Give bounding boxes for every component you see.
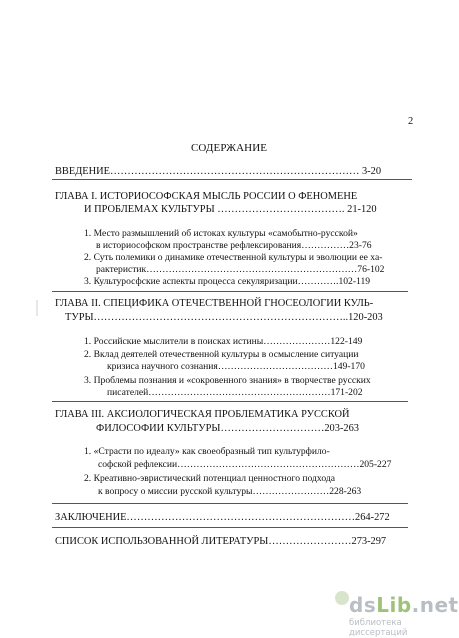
chapter-2-item-3-line-2[interactable]: писателей…………………………………………………171-202 — [107, 387, 363, 398]
toc-title: СОДЕРЖАНИЕ — [191, 142, 268, 154]
chapter-1-item-1-line-1[interactable]: 1. Место размышлений об истоках культуры «самобытно-русской» — [84, 228, 358, 239]
chapter-1-item-1-line-2[interactable]: в историософском пространстве рефлексирования……………23-76 — [96, 240, 372, 251]
divider — [52, 401, 408, 402]
toc-introduction[interactable]: ВВЕДЕНИЕ……………………………………………………………… 3-20 — [55, 166, 382, 177]
chapter-3-line-1[interactable]: ГЛАВА III. АКСИОЛОГИЧЕСКАЯ ПРОБЛЕМАТИКА РУССКОЙ — [55, 409, 350, 420]
divider — [52, 179, 412, 180]
chapter-3-item-2-line-1[interactable]: 2. Креативно-эвристический потенциал ценностного подхода — [84, 473, 336, 484]
chapter-3-item-2-line-2[interactable]: к вопросу о миссии русской культуры……………………228-263 — [98, 486, 362, 497]
divider — [52, 527, 408, 528]
toc-conclusion[interactable]: ЗАКЛЮЧЕНИЕ…………………………………………………………264-272 — [55, 512, 390, 523]
chapter-2-item-2-line-1[interactable]: 2. Вклад деятелей отечественной культуры в осмысление ситуации — [84, 349, 359, 360]
chapter-1-line-2[interactable]: И ПРОБЛЕМАХ КУЛЬТУРЫ ………………………………. 21-120 — [84, 204, 377, 215]
chapter-1-line-1[interactable]: ГЛАВА I. ИСТОРИОСОФСКАЯ МЫСЛЬ РОССИИ О ФЕНОМЕНЕ — [55, 191, 358, 202]
chapter-2-item-1[interactable]: 1. Российские мыслители в поисках истины…………………122-149 — [84, 336, 363, 347]
divider — [52, 291, 408, 292]
chapter-3-item-1-line-2[interactable]: софской рефлексии…………………………………………………205-227 — [98, 459, 392, 470]
chapter-1-item-2-line-2[interactable]: рактеристик…………………………………………………………76-102 — [96, 264, 385, 275]
chapter-3-item-1-line-1[interactable]: 1. «Страсти по идеалу» как своеобразный тип культурфило- — [84, 446, 330, 457]
chapter-2-item-2-line-2[interactable]: кризиса научного сознания………………………………149-170 — [107, 361, 365, 372]
scan-mark — [36, 300, 38, 316]
chapter-3-line-2[interactable]: ФИЛОСОФИИ КУЛЬТУРЫ…………………………203-263 — [96, 423, 359, 434]
chapter-2-line-1[interactable]: ГЛАВА II. СПЕЦИФИКА ОТЕЧЕСТВЕННОЙ ГНОСЕОЛОГИИ КУЛЬ- — [55, 298, 374, 309]
watermark-subtitle: библиотека диссертаций — [349, 618, 408, 638]
chapter-2-item-3-line-1[interactable]: 3. Проблемы познания и «сокровенного знания» в творчестве русских — [84, 375, 371, 386]
watermark-dot-icon — [335, 591, 349, 605]
chapter-2-line-2[interactable]: ТУРЫ………………………………………………………………..120-203 — [65, 312, 383, 323]
chapter-1-item-3[interactable]: 3. Культуросфские аспекты процесса секуляризации………….102-119 — [84, 276, 371, 287]
watermark-logo — [335, 591, 459, 638]
page-number: 2 — [408, 116, 414, 127]
watermark-wordmark: dsLib.net — [349, 593, 459, 617]
chapter-1-item-2-line-1[interactable]: 2. Суть полемики о динамике отечественной культуры и эволюции ее ха- — [84, 252, 383, 263]
toc-bibliography[interactable]: СПИСОК ИСПОЛЬЗОВАННОЙ ЛИТЕРАТУРЫ……………………273-297 — [55, 536, 387, 547]
divider — [52, 503, 408, 504]
